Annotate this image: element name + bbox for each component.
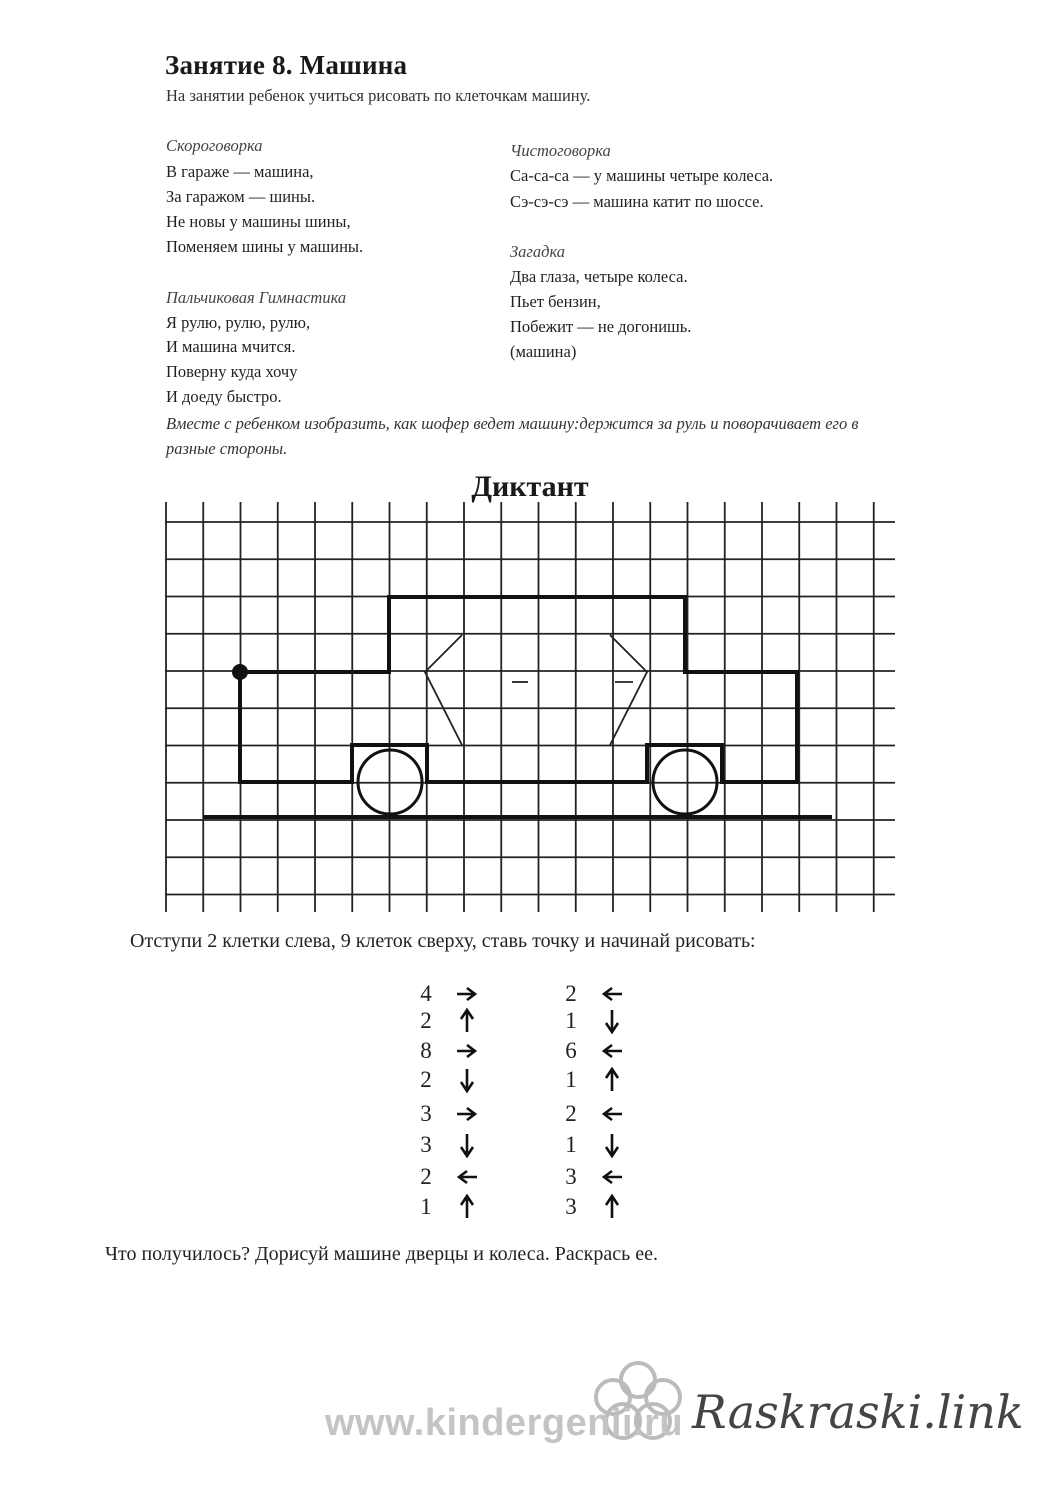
arrow-left-icon bbox=[599, 1162, 625, 1192]
arrow-up-icon bbox=[454, 1192, 480, 1222]
step-count: 3 bbox=[420, 1132, 432, 1157]
step-count: 1 bbox=[565, 1132, 577, 1157]
gymnastics-line: И машина мчится. bbox=[166, 337, 296, 356]
arrow-left-icon bbox=[599, 1099, 625, 1129]
page-title: Занятие 8. Машина bbox=[165, 50, 408, 80]
arrow-left-icon bbox=[454, 1162, 480, 1192]
zagadka-heading: Загадка bbox=[510, 242, 566, 261]
skorogovorka-line: Поменяем шины у машины. bbox=[166, 237, 364, 256]
arrow-down-icon bbox=[599, 1130, 625, 1160]
arrow-left-icon bbox=[599, 979, 625, 1009]
step-count: 3 bbox=[420, 1101, 432, 1126]
final-instruction: Что получилось? Дорисуй машине дверцы и колеса. Раскрась ее. bbox=[105, 1243, 658, 1265]
chistogovorka-line: Сэ-сэ-сэ — машина катит по шоссе. bbox=[510, 192, 764, 211]
zagadka-line: Пьет бензин, bbox=[510, 292, 601, 311]
dictant-title: Диктант bbox=[471, 470, 589, 503]
zagadka-line: Побежит — не догонишь. bbox=[510, 317, 692, 336]
zagadka-line: Два глаза, четыре колеса. bbox=[510, 267, 688, 286]
arrow-up-icon bbox=[454, 1006, 480, 1036]
step-count: 3 bbox=[565, 1194, 577, 1219]
arrow-right-icon bbox=[454, 1099, 480, 1129]
step-count: 3 bbox=[565, 1164, 577, 1189]
page-subtitle: На занятии ребенок учиться рисовать по клеточкам машину. bbox=[166, 86, 591, 105]
step-count: 4 bbox=[420, 981, 432, 1006]
chistogovorka-heading: Чистоговорка bbox=[510, 141, 611, 160]
arrow-right-icon bbox=[454, 979, 480, 1009]
arrow-up-icon bbox=[599, 1192, 625, 1222]
gymnastics-heading: Пальчиковая Гимнастика bbox=[166, 288, 347, 307]
arrow-right-icon bbox=[454, 1036, 480, 1066]
skorogovorka-line: В гараже — машина, bbox=[166, 162, 314, 181]
step-count: 1 bbox=[420, 1194, 432, 1219]
arrow-down-icon bbox=[454, 1065, 480, 1095]
step-count: 2 bbox=[565, 981, 577, 1006]
arrow-up-icon bbox=[599, 1065, 625, 1095]
step-count: 2 bbox=[420, 1164, 432, 1189]
start-point bbox=[232, 664, 248, 680]
step-count: 6 bbox=[565, 1038, 577, 1063]
gymnastics-note: Вместе с ребенком изобразить, как шофер ведет машину:держится за руль и поворачивает его в разные стороны. bbox=[166, 414, 859, 458]
arrow-down-icon bbox=[599, 1006, 625, 1036]
skorogovorka-line: За гаражом — шины. bbox=[166, 187, 316, 206]
front-window bbox=[425, 635, 462, 745]
gymnastics-line: Поверну куда хочу bbox=[166, 362, 298, 381]
dictant-instruction: Отступи 2 клетки слева, 9 клеток сверху, ставь точку и начинай рисовать: bbox=[130, 930, 756, 952]
gymnastics-line: И доеду быстро. bbox=[166, 387, 282, 406]
skorogovorka-line: Не новы у машины шины, bbox=[166, 212, 351, 231]
dictant-grid bbox=[165, 502, 895, 912]
step-count: 8 bbox=[420, 1038, 432, 1063]
arrow-left-icon bbox=[599, 1036, 625, 1066]
rear-window bbox=[610, 635, 647, 745]
zagadka-line: (машина) bbox=[510, 342, 577, 361]
step-count: 1 bbox=[565, 1008, 577, 1033]
footer-url[interactable]: www.kindergenii.ru bbox=[325, 1402, 684, 1444]
step-count: 2 bbox=[420, 1008, 432, 1033]
step-count: 1 bbox=[565, 1067, 577, 1092]
chistogovorka-line: Са-са-са — у машины четыре колеса. bbox=[510, 166, 774, 185]
arrow-down-icon bbox=[454, 1130, 480, 1160]
step-count: 2 bbox=[420, 1067, 432, 1092]
car-body-outline bbox=[240, 597, 797, 782]
step-count: 2 bbox=[565, 1101, 577, 1126]
skorogovorka-heading: Скороговорка bbox=[166, 136, 263, 155]
gymnastics-line: Я рулю, рулю, рулю, bbox=[166, 313, 311, 332]
watermark: Raskraski.link bbox=[692, 1385, 1024, 1439]
car-drawing bbox=[203, 597, 832, 817]
